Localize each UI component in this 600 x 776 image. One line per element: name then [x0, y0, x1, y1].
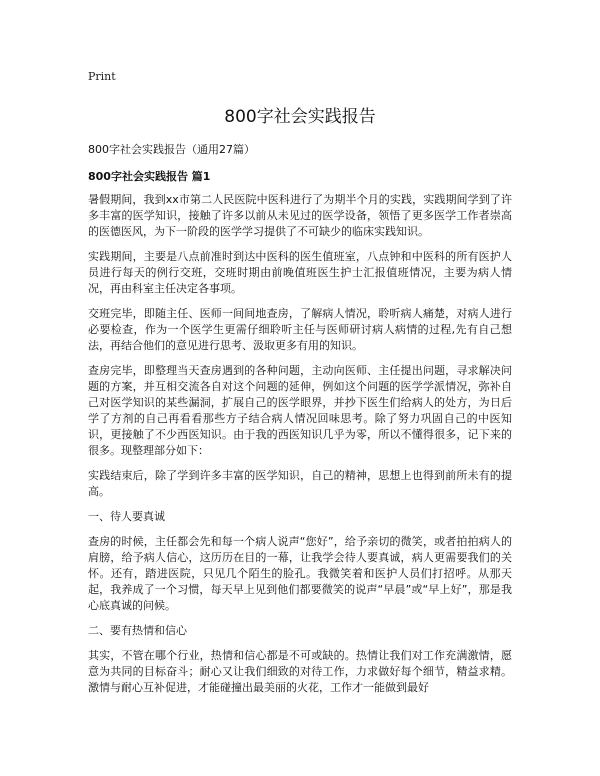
- paragraph-2: 实践期间，主要是八点前准时到达中医科的医生值班室，八点钟和中医科的所有医护人员进行每天的例行交班，交班时期由前晚值班医生护士汇报值班情况，主要为病人情况，再由科室主任决定各事项。: [88, 250, 512, 295]
- paragraph-3: 交班完毕，即随主任、医师一间间地查房，了解病人情况，聆听病人痛楚，对病人进行必要检查，作为一个医学生更需仔细聆听主任与医师研讨病人病情的过程,先有自己想法，再结合他们的意见进行思考、汲取更多有用的知识。: [88, 307, 512, 352]
- paragraph-sincerity: 查房的时候，主任都会先和每一个病人说声“您好”，给予亲切的微笑，或者拍拍病人的肩膀，给予病人信心，这历历在目的一幕，让我学会待人要真诚，病人更需要我们的关怀。还有，踏进医院，只见几个陌生的脸孔。我微笑着和医护人员们打招呼。从那天起，我养成了一个习惯，每天早上见到他们都要微笑的说声“早晨”或“早上好”，那是我心底真诚的问候。: [88, 535, 512, 612]
- paragraph-enthusiasm: 其实，不管在哪个行业，热情和信心都是不可或缺的。热情让我们对工作充满激情，愿意为共同的目标奋斗；耐心又让我们细致的对待工作，力求做好每个细节，精益求精。激情与耐心互补促进，才能碰撞出最美丽的火花，工作才一能做到最好: [88, 649, 512, 694]
- section-title: 800字社会实践报告 篇1: [88, 170, 211, 183]
- document-subtitle: 800字社会实践报告（通用27篇）: [88, 143, 255, 156]
- heading-sincerity: 一、待人要真诚: [88, 510, 165, 523]
- document-title: 800字社会实践报告: [224, 107, 376, 127]
- heading-enthusiasm: 二、要有热情和信心: [88, 624, 187, 637]
- paragraph-5: 实践结束后，除了学到许多丰富的医学知识，自己的精神，思想上也得到前所未有的提高。: [88, 469, 512, 498]
- print-label[interactable]: Print: [88, 70, 116, 83]
- paragraph-4: 查房完毕，即整理当天查房遇到的各种问题，主动向医师、主任提出问题，寻求解决问题的方案，并互相交流各自对这个问题的延伸，例如这个问题的医学学派情况，弥补自己对医学知识的某些漏洞，扩展自己的医学眼界，并抄下医生们给病人的处方，为日后学了方剂的自己再看看那些方子结合病人情况回味思考。除了努力巩固自己的中医知识，更接触了不少西医知识。由于我的西医知识几乎为零，所以不懂得很多，记下来的很多。现整理部分如下：: [88, 364, 512, 457]
- paragraph-1: 暑假期间，我到xx市第二人民医院中医科进行了为期半个月的实践，实践期间学到了许多丰富的医学知识，接触了许多以前从未见过的医学设备，领悟了更多医学工作者崇高的医德医风，为下一阶段的医学学习提供了不可缺少的临床实践知识。: [88, 193, 512, 238]
